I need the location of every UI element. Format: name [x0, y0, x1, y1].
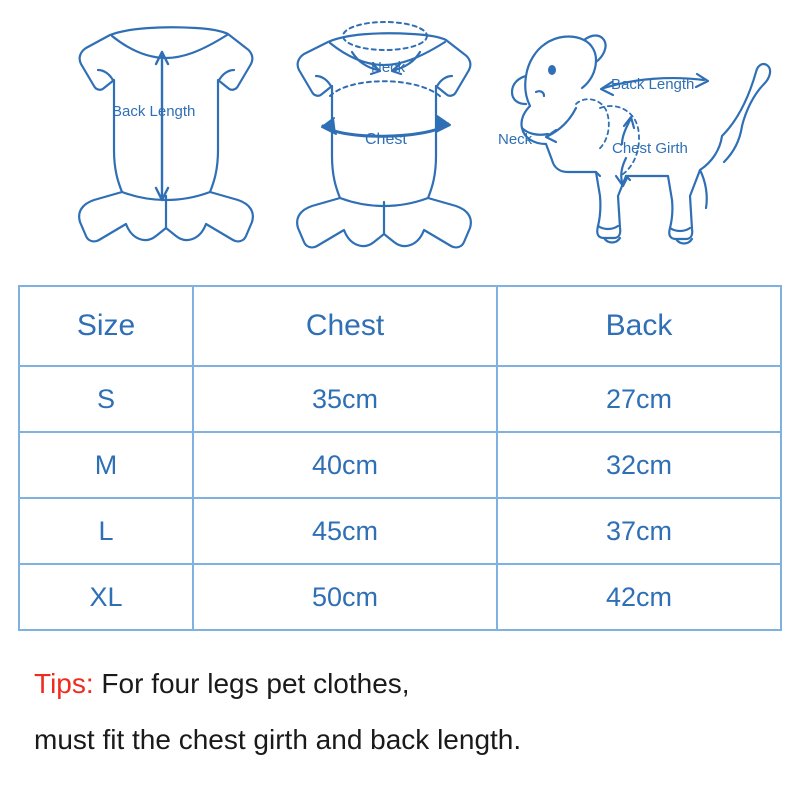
- tips-line-1: [34, 662, 774, 706]
- annotation-back-length-dog: Back Length: [611, 76, 695, 93]
- cell-chest-xl: 50cm: [193, 564, 497, 630]
- header-size: Size: [19, 286, 193, 366]
- cell-chest-m: 40cm: [193, 432, 497, 498]
- annotation-neck-dog: Neck: [498, 131, 533, 148]
- cell-size-xl: XL: [19, 564, 193, 630]
- cell-back-m: 32cm: [497, 432, 781, 498]
- cell-back-l: 37cm: [497, 498, 781, 564]
- size-table: [18, 285, 782, 631]
- header-chest: Chest: [193, 286, 497, 366]
- cell-back-s: 27cm: [497, 366, 781, 432]
- annotation-chest-girth-dog: Chest Girth: [612, 140, 688, 157]
- cell-size-l: L: [19, 498, 193, 564]
- table-row: [19, 498, 781, 564]
- tips-line-2: must fit the chest girth and back length.: [34, 724, 522, 755]
- annotation-neck-middle: Neck: [371, 59, 406, 76]
- annotation-chest-middle: Chest: [365, 131, 407, 148]
- cell-chest-l: 45cm: [193, 498, 497, 564]
- cell-size-m: M: [19, 432, 193, 498]
- annotation-back-length-left: Back Length: [112, 103, 196, 120]
- tips-text-1: For four legs pet clothes,: [93, 668, 410, 699]
- cell-chest-s: 35cm: [193, 366, 497, 432]
- table-header-row: [19, 286, 781, 366]
- cell-back-xl: 42cm: [497, 564, 781, 630]
- back-length-arrow-left: [156, 52, 168, 200]
- tips-block: [34, 662, 774, 762]
- table-row: [19, 432, 781, 498]
- header-back: Back: [497, 286, 781, 366]
- illustration-panel: [0, 0, 800, 268]
- chest-measure-middle: [322, 81, 450, 136]
- size-table-wrapper: [18, 285, 782, 631]
- table-row: [19, 564, 781, 630]
- tips-label: Tips:: [34, 668, 94, 699]
- cell-size-s: S: [19, 366, 193, 432]
- table-row: [19, 366, 781, 432]
